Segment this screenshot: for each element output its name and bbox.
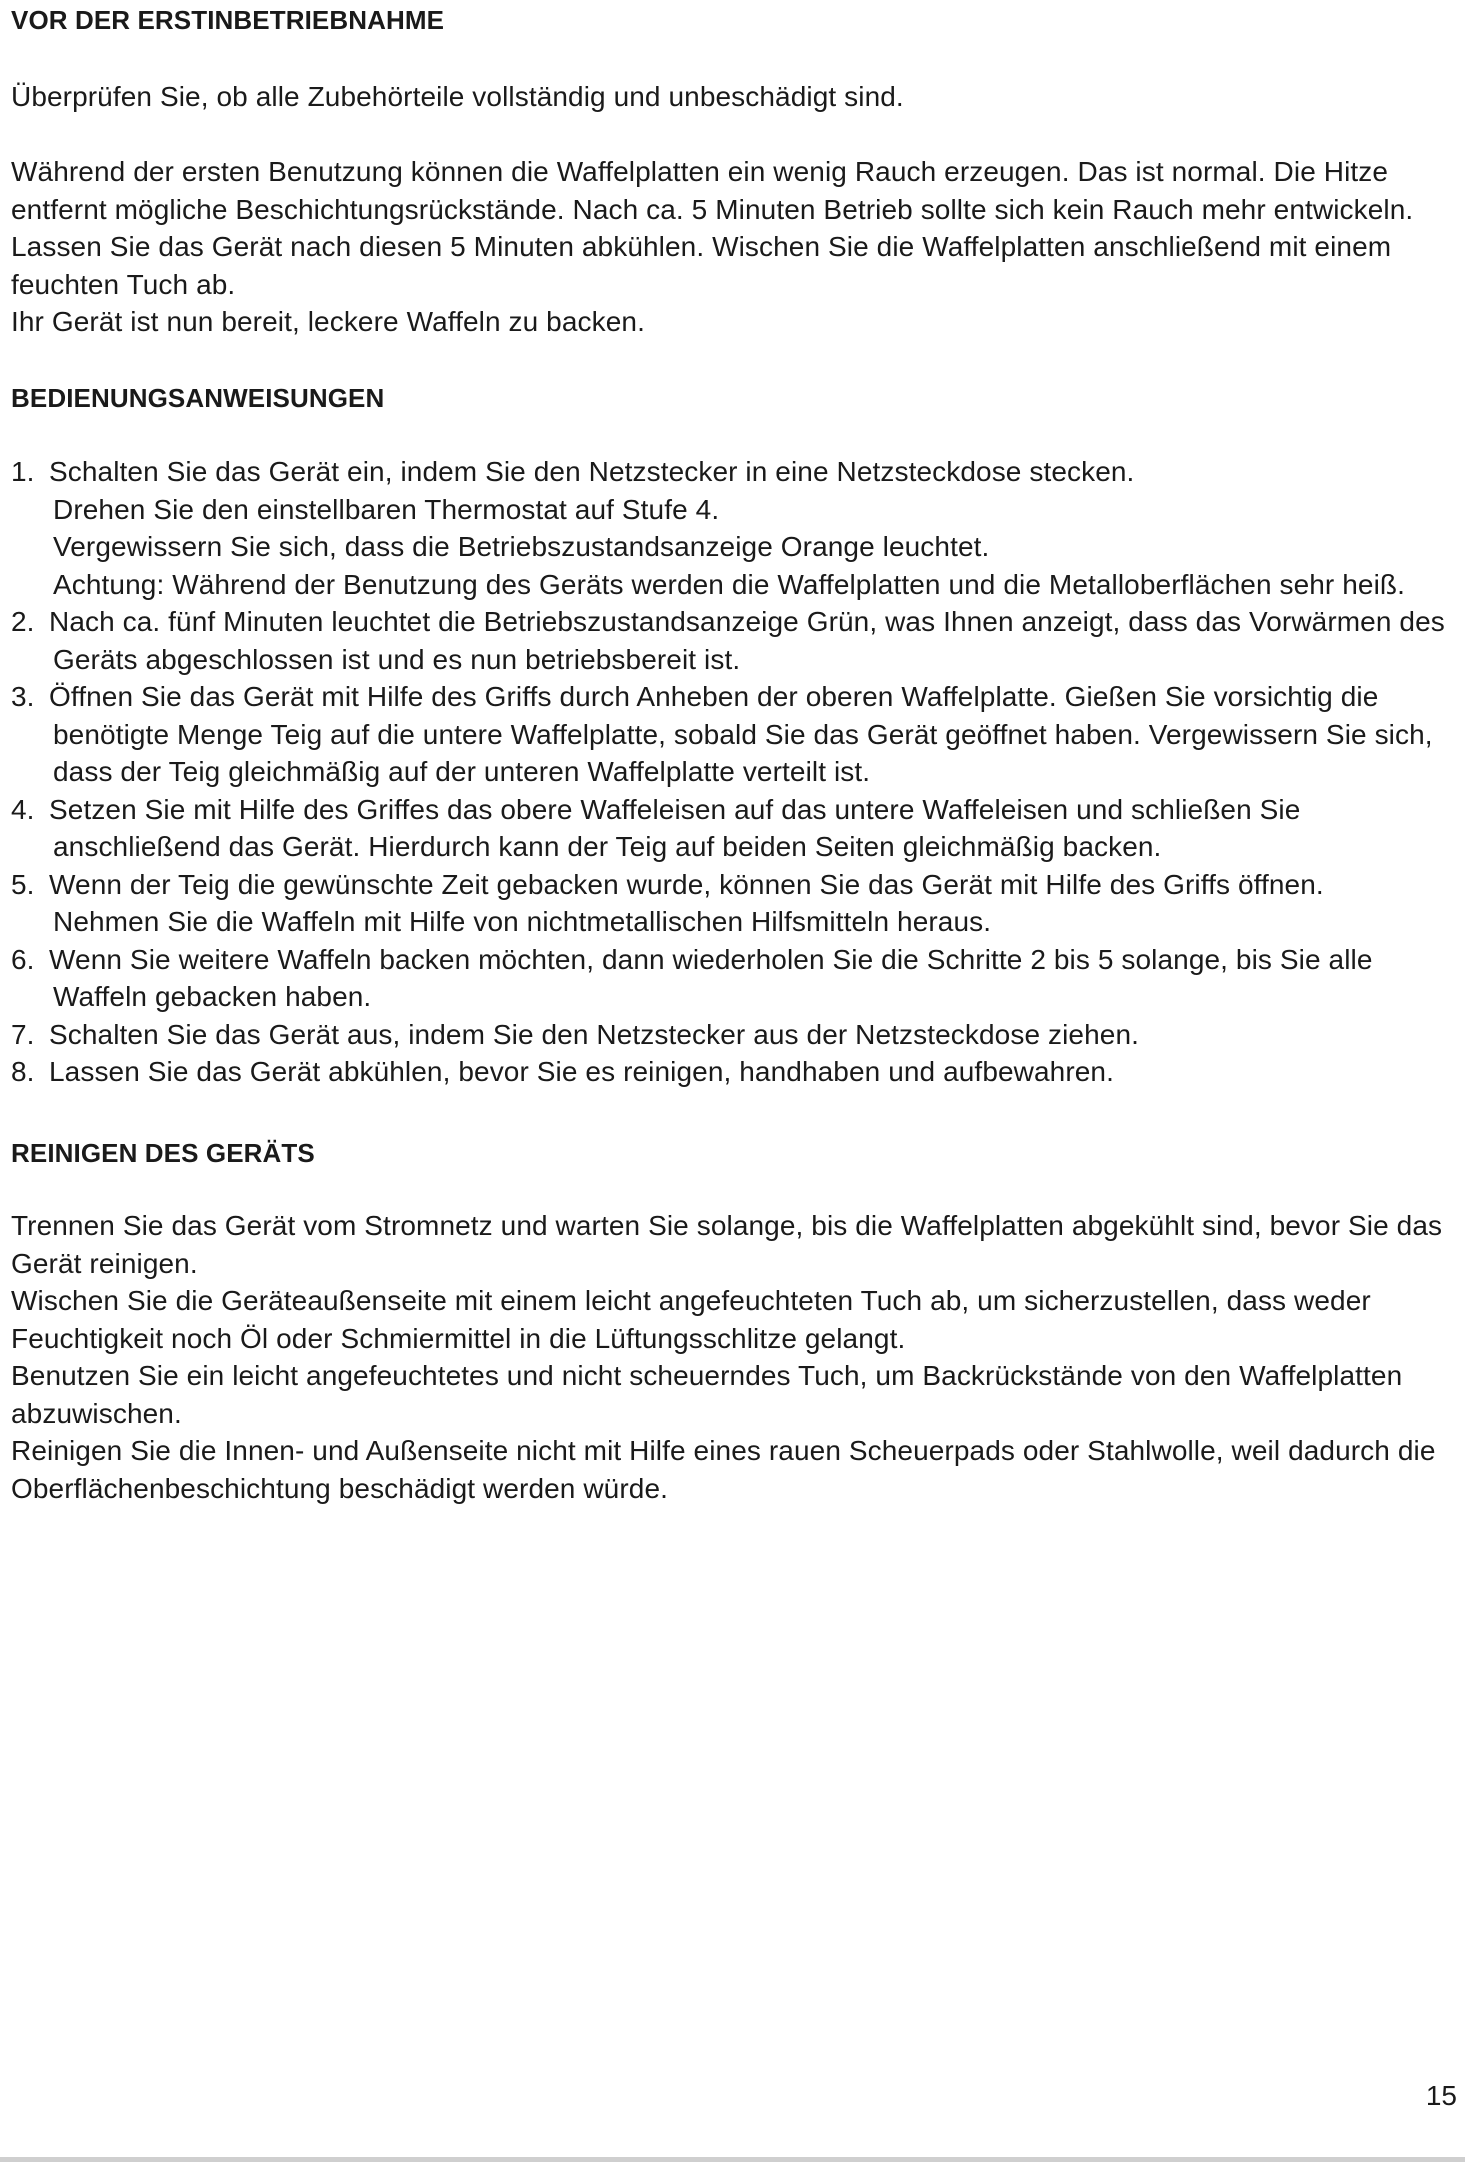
instruction-step-1 [11,453,1445,603]
step-number: 3. [11,681,35,712]
step-line: Nehmen Sie die Waffeln mit Hilfe von nichtmetallischen Hilfsmitteln heraus. [53,906,992,937]
instruction-step-2 [11,603,1445,678]
paragraph-line: Feuchtigkeit noch Öl oder Schmiermittel in die Lüftungsschlitze gelangt. [11,1322,906,1354]
section-cleaning-body [11,1207,1442,1507]
footer-rule [0,2157,1465,2162]
step-number: 8. [11,1056,35,1087]
step-line: Geräts abgeschlossen ist und es nun betriebsbereit ist. [53,643,741,675]
step-line: Schalten Sie das Gerät ein, indem Sie den Netzstecker in eine Netzsteckdose stecken. [49,456,1135,487]
paragraph-line: Gerät reinigen. [11,1247,198,1279]
step-number: 7. [11,1018,35,1050]
step-line: dass der Teig gleichmäßig auf der unteren Waffelplatte verteilt ist. [53,756,871,787]
paragraph-line: Oberflächenbeschichtung beschädigt werden würde. [11,1472,668,1504]
step-line: benötigte Menge Teig auf die untere Waffelplatte, sobald Sie das Gerät geöffnet haben. Vergewissern Sie sich, [53,718,1433,750]
page-number: 15 [1425,2080,1457,2111]
step-number: 2. [11,606,35,637]
step-line: Achtung: Während der Benutzung des Geräts werden die Waffelplatten und die Metalloberflächen sehr heiß. [53,568,1405,600]
step-line: Öffnen Sie das Gerät mit Hilfe des Griffs durch Anheben der oberen Waffelplatte. Gießen Sie vorsichtig die [49,681,1379,712]
paragraph-line: Während der ersten Benutzung können die Waffelplatten ein wenig Rauch erzeugen. Das ist normal. Die Hitze [11,156,1389,187]
instruction-step-4 [11,791,1445,866]
paragraph-line: Trennen Sie das Gerät vom Stromnetz und warten Sie solange, bis die Waffelplatten abgekühlt sind, bevor Sie das [11,1210,1443,1241]
paragraph-line: Wischen Sie die Geräteaußenseite mit einem leicht angefeuchteten Tuch ab, um sicherzustellen, dass weder [11,1285,1371,1316]
step-line: anschließend das Gerät. Hierdurch kann der Teig auf beiden Seiten gleichmäßig backen. [53,831,1162,862]
section-heading-first-use: VOR DER ERSTINBETRIEBNAHME [11,5,445,35]
instruction-steps-list [11,453,1445,1091]
paragraph-line: Überprüfen Sie, ob alle Zubehörteile vollständig und unbeschädigt sind. [11,81,904,112]
paragraph-line: entfernt mögliche Beschichtungsrückstände. Nach ca. 5 Minuten Betrieb sollte sich kein Rauch mehr entwickeln. [11,193,1414,225]
instruction-step-7 [11,1016,1445,1054]
paragraph-line: feuchten Tuch ab. [11,268,236,300]
paragraph-gap [11,116,1413,154]
step-line: Wenn Sie weitere Waffeln backen möchten, dann wiederholen Sie die Schritte 2 bis 5 solange, bis Sie alle [49,943,1373,975]
step-line: Nach ca. fünf Minuten leuchtet die Betriebszustandsanzeige Grün, was Ihnen anzeigt, dass das Vorwärmen des [49,606,1445,637]
step-line: Setzen Sie mit Hilfe des Griffes das obere Waffeleisen auf das untere Waffeleisen und schließen Sie [49,793,1301,825]
paragraph-line: abzuwischen. [11,1397,182,1429]
paragraph-line: Ihr Gerät ist nun bereit, leckere Waffeln zu backen. [11,306,645,337]
step-line: Wenn der Teig die gewünschte Zeit gebacken wurde, können Sie das Gerät mit Hilfe des Griffs öffnen. [49,868,1324,900]
step-line: Drehen Sie den einstellbaren Thermostat auf Stufe 4. [53,493,720,525]
step-number: 4. [11,793,35,825]
instruction-step-5 [11,866,1445,941]
instruction-step-8 [11,1053,1445,1091]
step-number: 1. [11,456,35,487]
paragraph-line: Benutzen Sie ein leicht angefeuchtetes und nicht scheuerndes Tuch, um Backrückstände von den Waffelplatten [11,1360,1403,1391]
paragraph-line: Lassen Sie das Gerät nach diesen 5 Minuten abkühlen. Wischen Sie die Waffelplatten anschließend mit einem [11,231,1392,262]
step-line: Lassen Sie das Gerät abkühlen, bevor Sie es reinigen, handhaben und aufbewahren. [49,1056,1114,1087]
instruction-step-6 [11,941,1445,1016]
paragraph-line: Reinigen Sie die Innen- und Außenseite nicht mit Hilfe eines rauen Scheuerpads oder Stahlwolle, weil dadurch die [11,1435,1436,1466]
step-number: 5. [11,868,35,900]
section-heading-cleaning: REINIGEN DES GERÄTS [11,1138,315,1168]
step-line: Vergewissern Sie sich, dass die Betriebszustandsanzeige Orange leuchtet. [53,531,990,562]
step-line: Schalten Sie das Gerät aus, indem Sie den Netzstecker aus der Netzsteckdose ziehen. [49,1018,1139,1050]
step-line: Waffeln gebacken haben. [53,981,372,1012]
section-operating-body [11,453,1445,1091]
instruction-step-3 [11,678,1445,791]
section-heading-operating: BEDIENUNGSANWEISUNGEN [11,383,385,413]
section-first-use-body [11,78,1413,341]
step-number: 6. [11,943,35,975]
